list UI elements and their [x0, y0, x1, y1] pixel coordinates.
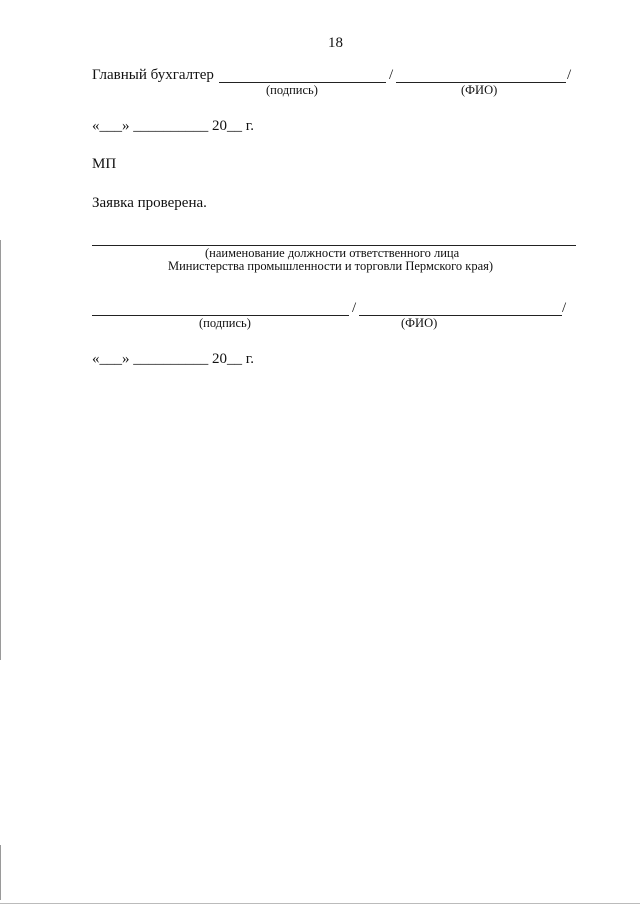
position-caption-line1: (наименование должности ответственного лица [205, 246, 460, 260]
slash-separator: / [352, 300, 357, 316]
name-caption: (ФИО) [401, 316, 438, 330]
seal-label: МП [92, 156, 117, 172]
scan-bottom-edge [0, 903, 640, 904]
open-quote: « [92, 118, 100, 134]
year: 20__ [212, 118, 242, 134]
day-blank: ___ [99, 351, 122, 367]
month-blank: __________ [133, 118, 209, 134]
signature-caption: (подпись) [199, 316, 251, 330]
name-line [359, 315, 562, 316]
day-blank: ___ [99, 118, 122, 134]
signature-caption: (подпись) [266, 83, 318, 97]
slash-separator: / [389, 67, 394, 83]
scan-edge-mark [0, 240, 1, 660]
open-quote: « [92, 351, 100, 367]
close-quote: » [122, 351, 130, 367]
date-field [92, 118, 254, 135]
year: 20__ [212, 351, 242, 367]
scan-edge-mark [0, 845, 1, 900]
chief-accountant-label: Главный бухгалтер [92, 67, 214, 83]
position-caption-line2: Министерства промышленности и торговли Пермского края) [168, 259, 494, 273]
page-number: 18 [328, 35, 343, 51]
year-suffix: г. [245, 351, 254, 367]
slash-separator: / [567, 67, 572, 83]
year-suffix: г. [245, 118, 254, 134]
slash-separator: / [562, 300, 567, 316]
close-quote: » [122, 118, 130, 134]
verified-label: Заявка проверена. [92, 195, 207, 211]
month-blank: __________ [133, 351, 209, 367]
date-field [92, 351, 254, 368]
name-caption: (ФИО) [461, 83, 498, 97]
